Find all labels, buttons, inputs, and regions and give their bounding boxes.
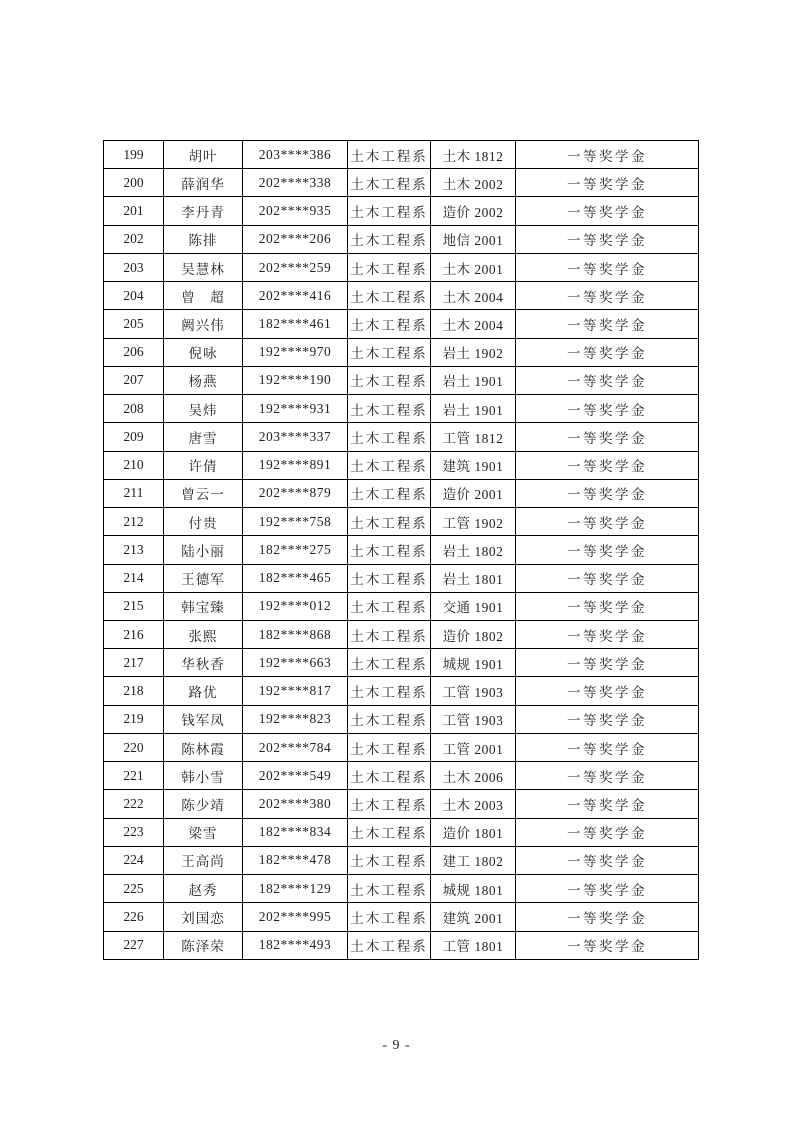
cell-department: 土木工程系: [348, 790, 431, 818]
cell-department: 土木工程系: [348, 564, 431, 592]
cell-row-number: 219: [104, 705, 164, 733]
table-row: [104, 903, 699, 931]
table-row: [104, 169, 699, 197]
table-row: [104, 310, 699, 338]
cell-row-number: 218: [104, 677, 164, 705]
cell-department: 土木工程系: [348, 677, 431, 705]
cell-name: 胡叶: [164, 141, 243, 169]
table-row: [104, 931, 699, 959]
cell-row-number: 199: [104, 141, 164, 169]
cell-student-id: 202****416: [243, 282, 348, 310]
cell-department: 土木工程系: [348, 282, 431, 310]
cell-award: 一等奖学金: [516, 366, 699, 394]
cell-department: 土木工程系: [348, 338, 431, 366]
cell-department: 土木工程系: [348, 479, 431, 507]
cell-award: 一等奖学金: [516, 846, 699, 874]
cell-name: 薛润华: [164, 169, 243, 197]
cell-student-id: 182****465: [243, 564, 348, 592]
table-row: [104, 677, 699, 705]
cell-class: 土木 2004: [431, 282, 516, 310]
cell-row-number: 206: [104, 338, 164, 366]
cell-name: 阙兴伟: [164, 310, 243, 338]
cell-row-number: 220: [104, 733, 164, 761]
table-row: [104, 846, 699, 874]
cell-award: 一等奖学金: [516, 536, 699, 564]
cell-award: 一等奖学金: [516, 705, 699, 733]
cell-row-number: 226: [104, 903, 164, 931]
cell-department: 土木工程系: [348, 536, 431, 564]
cell-award: 一等奖学金: [516, 141, 699, 169]
cell-student-id: 202****995: [243, 903, 348, 931]
cell-row-number: 216: [104, 620, 164, 648]
cell-name: 唐雪: [164, 423, 243, 451]
cell-name: 曾云一: [164, 479, 243, 507]
cell-award: 一等奖学金: [516, 875, 699, 903]
cell-department: 土木工程系: [348, 592, 431, 620]
cell-student-id: 182****493: [243, 931, 348, 959]
cell-student-id: 192****931: [243, 395, 348, 423]
cell-class: 土木 2001: [431, 253, 516, 281]
cell-award: 一等奖学金: [516, 818, 699, 846]
cell-award: 一等奖学金: [516, 451, 699, 479]
cell-award: 一等奖学金: [516, 508, 699, 536]
cell-student-id: 182****129: [243, 875, 348, 903]
cell-student-id: 192****190: [243, 366, 348, 394]
cell-student-id: 202****338: [243, 169, 348, 197]
cell-row-number: 222: [104, 790, 164, 818]
cell-class: 城规 1801: [431, 875, 516, 903]
table-row: [104, 141, 699, 169]
cell-name: 路优: [164, 677, 243, 705]
cell-award: 一等奖学金: [516, 762, 699, 790]
cell-award: 一等奖学金: [516, 169, 699, 197]
cell-department: 土木工程系: [348, 169, 431, 197]
table-row: [104, 620, 699, 648]
cell-student-id: 202****380: [243, 790, 348, 818]
cell-name: 华秋香: [164, 649, 243, 677]
cell-award: 一等奖学金: [516, 253, 699, 281]
cell-student-id: 182****834: [243, 818, 348, 846]
cell-class: 工管 1801: [431, 931, 516, 959]
table-row: [104, 225, 699, 253]
cell-class: 工管 2001: [431, 733, 516, 761]
cell-class: 岩土 1901: [431, 395, 516, 423]
cell-department: 土木工程系: [348, 141, 431, 169]
cell-class: 工管 1903: [431, 677, 516, 705]
cell-name: 陈泽荣: [164, 931, 243, 959]
cell-department: 土木工程系: [348, 253, 431, 281]
cell-student-id: 182****478: [243, 846, 348, 874]
cell-row-number: 227: [104, 931, 164, 959]
cell-award: 一等奖学金: [516, 592, 699, 620]
cell-award: 一等奖学金: [516, 395, 699, 423]
cell-department: 土木工程系: [348, 818, 431, 846]
cell-student-id: 203****386: [243, 141, 348, 169]
cell-name: 张熙: [164, 620, 243, 648]
cell-row-number: 209: [104, 423, 164, 451]
cell-student-id: 202****549: [243, 762, 348, 790]
cell-student-id: 202****784: [243, 733, 348, 761]
cell-class: 工管 1903: [431, 705, 516, 733]
cell-row-number: 201: [104, 197, 164, 225]
cell-student-id: 192****663: [243, 649, 348, 677]
cell-class: 交通 1901: [431, 592, 516, 620]
cell-name: 李丹青: [164, 197, 243, 225]
table-row: [104, 338, 699, 366]
cell-name: 韩小雪: [164, 762, 243, 790]
cell-student-id: 192****817: [243, 677, 348, 705]
cell-row-number: 213: [104, 536, 164, 564]
cell-row-number: 221: [104, 762, 164, 790]
cell-award: 一等奖学金: [516, 310, 699, 338]
cell-department: 土木工程系: [348, 197, 431, 225]
cell-name: 赵秀: [164, 875, 243, 903]
scholarship-table: [103, 140, 699, 960]
cell-award: 一等奖学金: [516, 903, 699, 931]
cell-department: 土木工程系: [348, 762, 431, 790]
cell-award: 一等奖学金: [516, 338, 699, 366]
cell-class: 工管 1812: [431, 423, 516, 451]
cell-row-number: 200: [104, 169, 164, 197]
cell-class: 造价 2001: [431, 479, 516, 507]
table-row: [104, 366, 699, 394]
cell-student-id: 202****935: [243, 197, 348, 225]
table-row: [104, 790, 699, 818]
cell-name: 陈林霞: [164, 733, 243, 761]
table-row: [104, 395, 699, 423]
cell-department: 土木工程系: [348, 875, 431, 903]
cell-class: 工管 1902: [431, 508, 516, 536]
cell-department: 土木工程系: [348, 846, 431, 874]
cell-class: 造价 1801: [431, 818, 516, 846]
cell-department: 土木工程系: [348, 423, 431, 451]
cell-department: 土木工程系: [348, 508, 431, 536]
cell-name: 吴慧林: [164, 253, 243, 281]
table-row: [104, 508, 699, 536]
cell-student-id: 192****758: [243, 508, 348, 536]
cell-department: 土木工程系: [348, 903, 431, 931]
cell-name: 陈排: [164, 225, 243, 253]
cell-name: 付贵: [164, 508, 243, 536]
cell-award: 一等奖学金: [516, 649, 699, 677]
cell-class: 造价 1802: [431, 620, 516, 648]
table-row: [104, 875, 699, 903]
cell-award: 一等奖学金: [516, 225, 699, 253]
table-row: [104, 762, 699, 790]
cell-student-id: 182****275: [243, 536, 348, 564]
cell-student-id: 192****012: [243, 592, 348, 620]
cell-class: 岩土 1901: [431, 366, 516, 394]
cell-class: 建筑 1901: [431, 451, 516, 479]
cell-row-number: 204: [104, 282, 164, 310]
cell-row-number: 224: [104, 846, 164, 874]
cell-name: 陈少靖: [164, 790, 243, 818]
cell-row-number: 202: [104, 225, 164, 253]
table-row: [104, 282, 699, 310]
cell-row-number: 212: [104, 508, 164, 536]
cell-name: 韩宝臻: [164, 592, 243, 620]
cell-row-number: 203: [104, 253, 164, 281]
cell-name: 王高尚: [164, 846, 243, 874]
cell-name: 梁雪: [164, 818, 243, 846]
cell-name: 刘国恋: [164, 903, 243, 931]
cell-row-number: 208: [104, 395, 164, 423]
cell-name: 曾 超: [164, 282, 243, 310]
cell-class: 土木 2004: [431, 310, 516, 338]
cell-class: 建工 1802: [431, 846, 516, 874]
cell-row-number: 207: [104, 366, 164, 394]
table-row: [104, 705, 699, 733]
cell-award: 一等奖学金: [516, 282, 699, 310]
cell-student-id: 182****868: [243, 620, 348, 648]
cell-row-number: 217: [104, 649, 164, 677]
cell-name: 吴炜: [164, 395, 243, 423]
cell-award: 一等奖学金: [516, 620, 699, 648]
cell-award: 一等奖学金: [516, 423, 699, 451]
cell-class: 城规 1901: [431, 649, 516, 677]
table-row: [104, 649, 699, 677]
table-row: [104, 451, 699, 479]
table-row: [104, 564, 699, 592]
cell-student-id: 182****461: [243, 310, 348, 338]
cell-class: 造价 2002: [431, 197, 516, 225]
cell-class: 土木 2002: [431, 169, 516, 197]
table-row: [104, 479, 699, 507]
cell-row-number: 210: [104, 451, 164, 479]
cell-class: 土木 2006: [431, 762, 516, 790]
table-row: [104, 818, 699, 846]
table-row: [104, 197, 699, 225]
cell-name: 杨燕: [164, 366, 243, 394]
cell-class: 地信 2001: [431, 225, 516, 253]
cell-student-id: 192****823: [243, 705, 348, 733]
cell-department: 土木工程系: [348, 395, 431, 423]
cell-award: 一等奖学金: [516, 197, 699, 225]
cell-department: 土木工程系: [348, 733, 431, 761]
cell-row-number: 214: [104, 564, 164, 592]
cell-row-number: 215: [104, 592, 164, 620]
cell-class: 土木 2003: [431, 790, 516, 818]
cell-name: 倪咏: [164, 338, 243, 366]
cell-department: 土木工程系: [348, 649, 431, 677]
cell-row-number: 205: [104, 310, 164, 338]
cell-name: 钱军凤: [164, 705, 243, 733]
cell-award: 一等奖学金: [516, 790, 699, 818]
cell-row-number: 211: [104, 479, 164, 507]
table-row: [104, 592, 699, 620]
cell-department: 土木工程系: [348, 310, 431, 338]
cell-name: 王德军: [164, 564, 243, 592]
cell-student-id: 203****337: [243, 423, 348, 451]
table-row: [104, 733, 699, 761]
cell-class: 岩土 1902: [431, 338, 516, 366]
cell-award: 一等奖学金: [516, 931, 699, 959]
cell-award: 一等奖学金: [516, 733, 699, 761]
table-row: [104, 253, 699, 281]
page-number: - 9 -: [382, 1038, 411, 1053]
cell-name: 陆小丽: [164, 536, 243, 564]
table-row: [104, 536, 699, 564]
cell-department: 土木工程系: [348, 705, 431, 733]
cell-department: 土木工程系: [348, 366, 431, 394]
cell-department: 土木工程系: [348, 620, 431, 648]
cell-student-id: 192****891: [243, 451, 348, 479]
cell-award: 一等奖学金: [516, 677, 699, 705]
scholarship-table-body: [104, 141, 699, 960]
cell-student-id: 202****879: [243, 479, 348, 507]
cell-row-number: 223: [104, 818, 164, 846]
cell-student-id: 202****259: [243, 253, 348, 281]
cell-department: 土木工程系: [348, 451, 431, 479]
cell-award: 一等奖学金: [516, 564, 699, 592]
cell-class: 岩土 1801: [431, 564, 516, 592]
cell-class: 建筑 2001: [431, 903, 516, 931]
cell-row-number: 225: [104, 875, 164, 903]
cell-award: 一等奖学金: [516, 479, 699, 507]
cell-name: 许倩: [164, 451, 243, 479]
cell-student-id: 192****970: [243, 338, 348, 366]
cell-student-id: 202****206: [243, 225, 348, 253]
cell-class: 岩土 1802: [431, 536, 516, 564]
cell-department: 土木工程系: [348, 931, 431, 959]
cell-department: 土木工程系: [348, 225, 431, 253]
table-row: [104, 423, 699, 451]
cell-class: 土木 1812: [431, 141, 516, 169]
